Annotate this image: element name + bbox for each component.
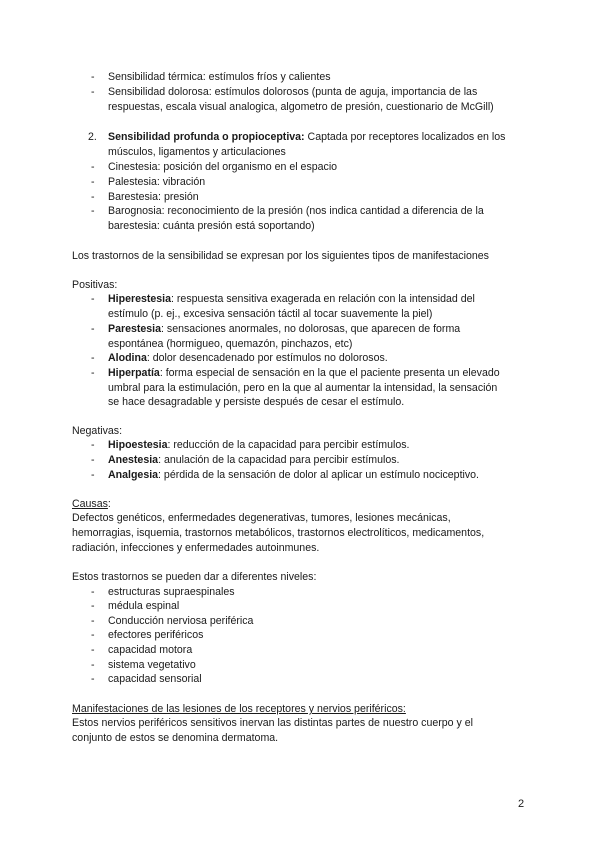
section-heading-negativas: Negativas: (72, 425, 123, 437)
page-number: 2 (518, 798, 525, 810)
nivel-item: capacidad sensorial (108, 673, 202, 685)
list-item-text: Sensibilidad térmica: estímulos fríos y calientes (108, 71, 331, 83)
list-item-text: Barestesia: presión (108, 191, 199, 203)
nivel-item: efectores periféricos (108, 629, 204, 641)
item-heading: Sensibilidad profunda o propioceptiva: (108, 131, 305, 143)
nivel-item: capacidad motora (108, 644, 193, 656)
niveles-intro: Estos trastornos se pueden dar a diferentes niveles: (72, 571, 317, 583)
list-item: - capacidad motora (91, 643, 531, 658)
list-item: - Barognosia: reconocimiento de la presión (nos indica cantidad a diferencia de la barestesia: cuánta presión está soportando) (91, 204, 531, 233)
definition: : pérdida de la sensación de dolor al aplicar un estímulo nociceptivo. (158, 469, 479, 481)
list-item: - Hipoestesia: reducción de la capacidad para percibir estímulos. (91, 439, 410, 451)
causas-line: Defectos genéticos, enfermedades degenerativas, tumores, lesiones mecánicas, (72, 512, 451, 524)
list-item-text-cont: barestesia: cuánta presión está soportando) (108, 219, 315, 232)
definition: : sensaciones anormales, no dolorosas, que aparecen de forma (161, 323, 461, 335)
term: Hipoestesia (108, 439, 168, 451)
list-item: - Analgesia: pérdida de la sensación de dolor al aplicar un estímulo nociceptivo. (91, 469, 479, 481)
list-item-text: Sensibilidad dolorosa: estímulos dolorosos (punta de aguja, importancia de las (108, 86, 478, 98)
list-item: - médula espinal (91, 599, 531, 614)
definition: : reducción de la capacidad para percibir estímulos. (167, 439, 410, 451)
causas-line: hemorragias, isquemia, trastornos metabólicos, trastornos electrolíticos, medicamentos, (72, 527, 485, 539)
nivel-item: sistema vegetativo (108, 659, 196, 671)
list-item: - Conducción nerviosa periférica (91, 614, 531, 629)
term: Hiperpatía (108, 367, 160, 379)
list-item-text: Cinestesia: posición del organismo en el espacio (108, 161, 338, 173)
item-number: 2. (88, 131, 97, 143)
list-item: - Cinestesia: posición del organismo en el espacio (91, 160, 531, 175)
definition: : forma especial de sensación en la que el paciente presenta un elevado (159, 367, 500, 379)
causas-line: radiación, infecciones y enfermedades autoinmunes. (72, 542, 320, 554)
list-item: - estructuras supraespinales (91, 585, 531, 600)
list-item-text: Barognosia: reconocimiento de la presión (nos indica cantidad a diferencia de la (108, 205, 484, 217)
item-heading-cont: músculos, ligamentos y articulaciones (108, 145, 286, 158)
term: Parestesia (108, 323, 162, 335)
manifestaciones-line: Estos nervios periféricos sensitivos inervan las distintas partes de nuestro cuerpo y el (72, 717, 473, 729)
definition-cont: espontánea (hormigueo, quemazón, pinchazos, etc) (108, 337, 353, 350)
nivel-item: estructuras supraespinales (108, 586, 235, 598)
causas-colon: : (107, 498, 111, 510)
intro-paragraph: Los trastornos de la sensibilidad se expresan por los siguientes tipos de manifestaciones (72, 250, 489, 262)
list-item: - Hiperpatía: forma especial de sensación en la que el paciente presenta un elevado umbral para la estimulación, pero en la que al aumentar la intensidad, la sensación se hace desagradable y persiste después de cesar el estímulo. (91, 366, 531, 410)
nivel-item: médula espinal (108, 600, 180, 612)
definition-cont: umbral para la estimulación, pero en la que al aumentar la intensidad, la sensación (108, 381, 498, 394)
list-item: - Sensibilidad térmica: estímulos fríos y calientes (91, 70, 531, 85)
nivel-item: Conducción nerviosa periférica (108, 615, 254, 627)
list-item: - Hiperestesia: respuesta sensitiva exagerada en relación con la intensidad del estímulo (p. ej., excesiva sensación táctil al tocar suavemente la piel) (91, 292, 531, 321)
definition: : dolor desencadenado por estímulos no dolorosos. (146, 352, 388, 364)
item-heading-rest: Captada por receptores localizados en los (304, 131, 506, 143)
list-item: - efectores periféricos (91, 628, 531, 643)
definition: : respuesta sensitiva exagerada en relación con la intensidad del (171, 293, 475, 305)
definition-cont: estímulo (p. ej., excesiva sensación táctil al tocar suavemente la piel) (108, 307, 433, 320)
section-heading-manifestaciones (72, 702, 532, 717)
term: Hiperestesia (108, 293, 172, 305)
term: Alodina (108, 352, 147, 364)
list-item: - Sensibilidad dolorosa: estímulos dolorosos (punta de aguja, importancia de las respuestas, escala visual analogica, algometro de presión, cuestionario de McGill) (91, 85, 531, 114)
list-item: - Palestesia: vibración (91, 175, 531, 190)
list-item: - capacidad sensorial (91, 672, 531, 687)
term: Anestesia (108, 454, 159, 466)
definition: : anulación de la capacidad para percibir estímulos. (158, 454, 400, 466)
causas-heading: Causas (72, 498, 108, 510)
list-item: - Anestesia: anulación de la capacidad para percibir estímulos. (91, 454, 400, 466)
list-item: - sistema vegetativo (91, 658, 531, 673)
term: Analgesia (108, 469, 159, 481)
list-item: - Parestesia: sensaciones anormales, no dolorosas, que aparecen de forma espontánea (hormigueo, quemazón, pinchazos, etc) (91, 322, 531, 351)
list-item: - Barestesia: presión (91, 190, 531, 205)
list-item-text: Palestesia: vibración (108, 176, 206, 188)
section-heading-causas (72, 497, 532, 512)
numbered-item (88, 130, 532, 159)
definition-cont: se hace desagradable y persiste después de cesar el estímulo. (108, 396, 405, 409)
list-item-text-cont: respuestas, escala visual analogica, algometro de presión, cuestionario de McGill) (108, 100, 494, 113)
manifestaciones-line: conjunto de estos se denomina dermatoma. (72, 732, 279, 744)
list-item: - Alodina: dolor desencadenado por estímulos no dolorosos. (91, 352, 388, 364)
manifestaciones-heading: Manifestaciones de las lesiones de los receptores y nervios periféricos: (72, 703, 406, 715)
section-heading-positivas: Positivas: (72, 279, 118, 291)
